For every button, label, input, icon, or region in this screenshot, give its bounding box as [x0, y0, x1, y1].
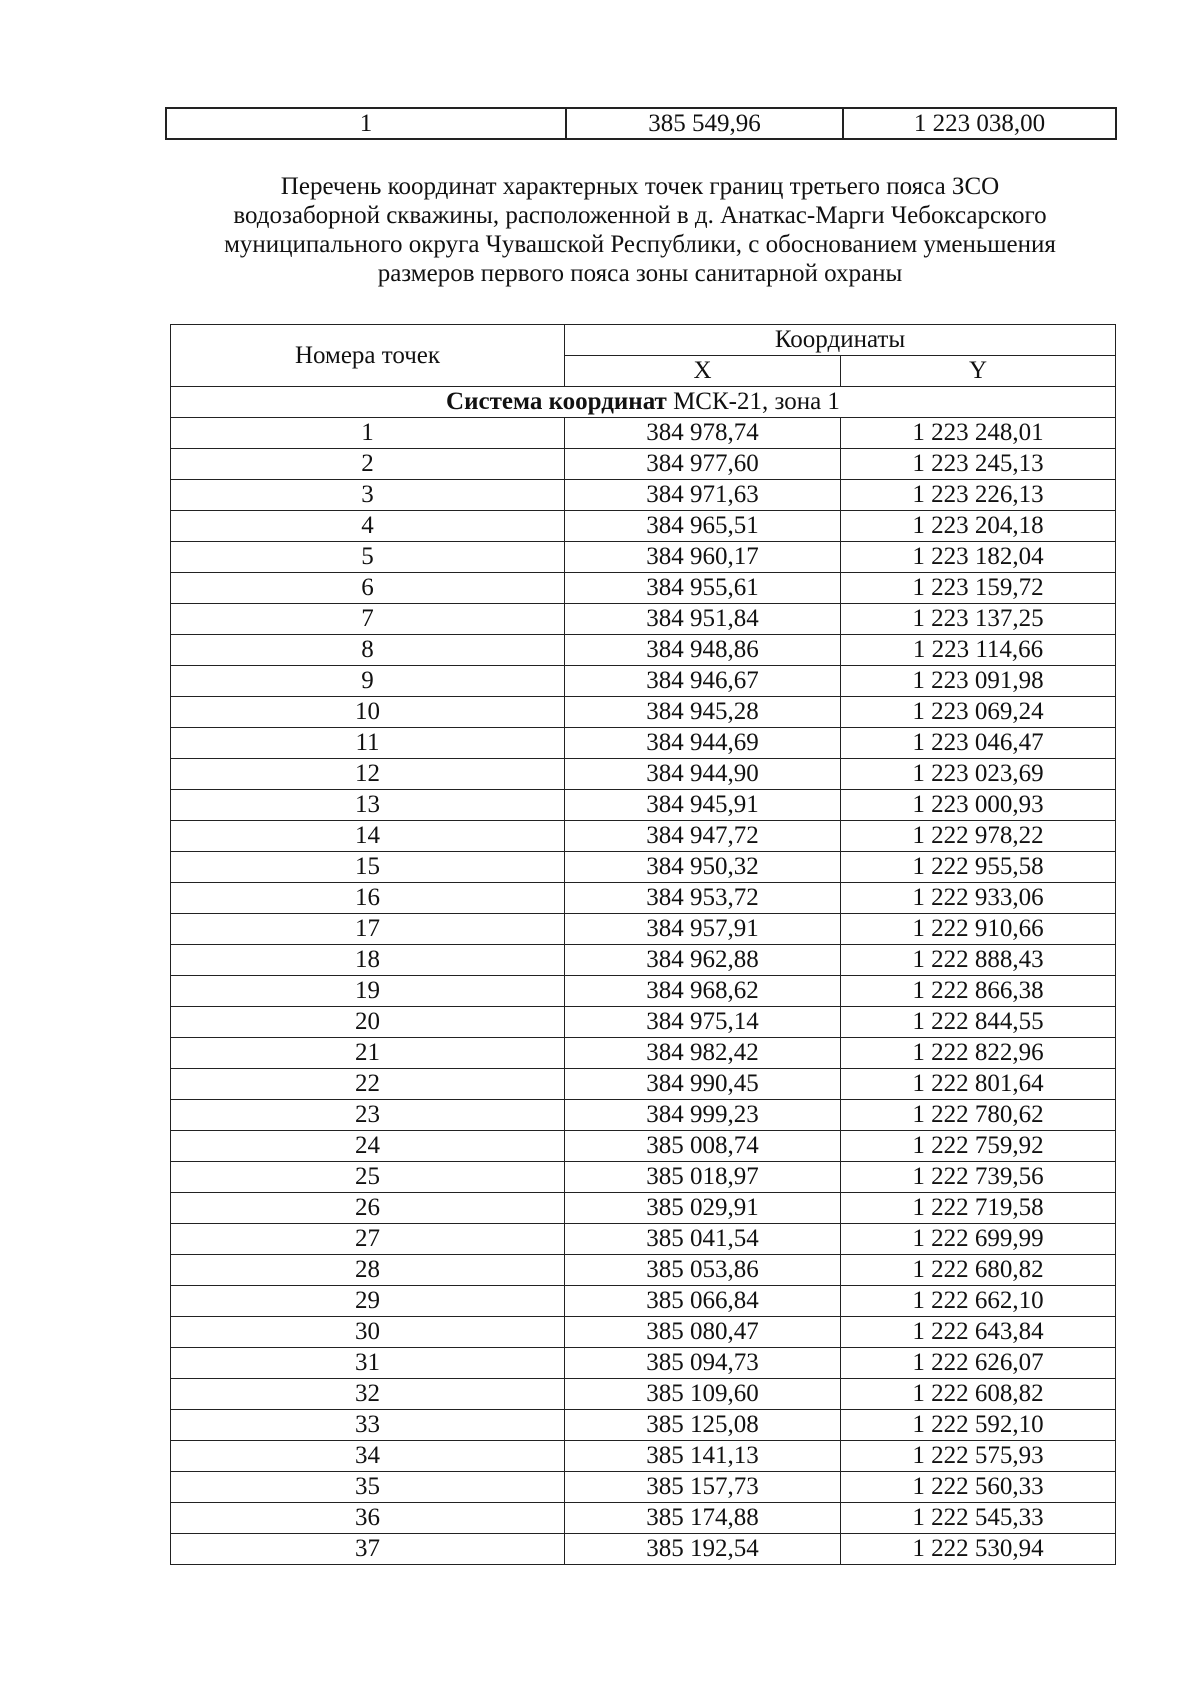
point-number-cell: 33: [171, 1410, 565, 1441]
x-coordinate-cell: 385 029,91: [565, 1193, 841, 1224]
x-coordinate-cell: 384 944,69: [565, 728, 841, 759]
y-coordinate-cell: 1 222 822,96: [841, 1038, 1116, 1069]
point-number-cell: 17: [171, 914, 565, 945]
x-coordinate-cell: 384 944,90: [565, 759, 841, 790]
heading-line: муниципального округа Чувашской Республики, с обоснованием уменьшения: [224, 231, 1056, 258]
point-number-cell: 1: [166, 108, 566, 139]
x-coordinate-cell: 384 977,60: [565, 449, 841, 480]
table-row: [171, 635, 1116, 666]
y-coordinate-cell: 1 222 978,22: [841, 821, 1116, 852]
y-coordinate-cell: 1 223 159,72: [841, 573, 1116, 604]
y-coordinate-cell: 1 222 592,10: [841, 1410, 1116, 1441]
x-coordinate-cell: 385 174,88: [565, 1503, 841, 1534]
point-number-cell: 20: [171, 1007, 565, 1038]
x-coordinate-cell: 385 041,54: [565, 1224, 841, 1255]
x-coordinate-cell: 384 953,72: [565, 883, 841, 914]
x-coordinate-cell: 385 141,13: [565, 1441, 841, 1472]
point-number-cell: 35: [171, 1472, 565, 1503]
table-row: [171, 1441, 1116, 1472]
x-coordinate-cell: 385 549,96: [566, 108, 843, 139]
table-row: [171, 821, 1116, 852]
point-number-cell: 5: [171, 542, 565, 573]
x-coordinate-cell: 384 946,67: [565, 666, 841, 697]
y-coordinate-cell: 1 223 091,98: [841, 666, 1116, 697]
table-row: [171, 1286, 1116, 1317]
table-row: [171, 1100, 1116, 1131]
table-row: [171, 1410, 1116, 1441]
coordinate-system-value: МСК-21, зона 1: [666, 388, 840, 415]
y-coordinate-cell: 1 222 626,07: [841, 1348, 1116, 1379]
x-coordinate-cell: 384 978,74: [565, 418, 841, 449]
table-row: [171, 1255, 1116, 1286]
heading-line: размеров первого пояса зоны санитарной охраны: [377, 260, 903, 287]
x-coordinate-cell: 384 975,14: [565, 1007, 841, 1038]
table-row: [171, 1131, 1116, 1162]
y-coordinate-cell: 1 222 699,99: [841, 1224, 1116, 1255]
table-row: [171, 1162, 1116, 1193]
table-row: [171, 852, 1116, 883]
column-header-x: X: [565, 356, 841, 387]
point-number-cell: 31: [171, 1348, 565, 1379]
table-row: [171, 1193, 1116, 1224]
table-row: [171, 604, 1116, 635]
coordinate-system-cell: [171, 387, 1116, 418]
x-coordinate-cell: 385 125,08: [565, 1410, 841, 1441]
x-coordinate-cell: 384 948,86: [565, 635, 841, 666]
table-row: [171, 449, 1116, 480]
table-row: [171, 1317, 1116, 1348]
table-row: [166, 108, 1116, 139]
point-number-cell: 6: [171, 573, 565, 604]
table-header-row: [171, 325, 1116, 356]
point-number-cell: 23: [171, 1100, 565, 1131]
document-heading: [150, 172, 1130, 288]
point-number-cell: 26: [171, 1193, 565, 1224]
point-number-cell: 21: [171, 1038, 565, 1069]
table-row: [171, 914, 1116, 945]
y-coordinate-cell: 1 222 759,92: [841, 1131, 1116, 1162]
x-coordinate-cell: 384 950,32: [565, 852, 841, 883]
table-row: [171, 883, 1116, 914]
y-coordinate-cell: 1 222 780,62: [841, 1100, 1116, 1131]
y-coordinate-cell: 1 222 575,93: [841, 1441, 1116, 1472]
point-number-cell: 32: [171, 1379, 565, 1410]
y-coordinate-cell: 1 223 248,01: [841, 418, 1116, 449]
point-number-cell: 14: [171, 821, 565, 852]
column-header-points: Номера точек: [171, 325, 565, 387]
table-row: [171, 1348, 1116, 1379]
table-row: [171, 945, 1116, 976]
y-coordinate-cell: 1 222 643,84: [841, 1317, 1116, 1348]
coordinate-system-label: Система координат: [446, 388, 667, 415]
table-row: [171, 511, 1116, 542]
point-number-cell: 19: [171, 976, 565, 1007]
x-coordinate-cell: 385 018,97: [565, 1162, 841, 1193]
point-number-cell: 37: [171, 1534, 565, 1565]
table-row: [171, 480, 1116, 511]
table-row: [171, 728, 1116, 759]
point-number-cell: 27: [171, 1224, 565, 1255]
table-row: [171, 666, 1116, 697]
y-coordinate-cell: 1 223 182,04: [841, 542, 1116, 573]
point-number-cell: 18: [171, 945, 565, 976]
point-number-cell: 11: [171, 728, 565, 759]
point-number-cell: 25: [171, 1162, 565, 1193]
point-number-cell: 7: [171, 604, 565, 635]
table-body: [171, 387, 1116, 1565]
table-row: [171, 790, 1116, 821]
y-coordinate-cell: 1 223 038,00: [843, 108, 1116, 139]
y-coordinate-cell: 1 223 204,18: [841, 511, 1116, 542]
x-coordinate-cell: 384 965,51: [565, 511, 841, 542]
point-number-cell: 15: [171, 852, 565, 883]
y-coordinate-cell: 1 223 046,47: [841, 728, 1116, 759]
point-number-cell: 2: [171, 449, 565, 480]
point-number-cell: 10: [171, 697, 565, 728]
point-number-cell: 28: [171, 1255, 565, 1286]
coordinate-system-row: [171, 387, 1116, 418]
table-row: [171, 697, 1116, 728]
table-row: [171, 1534, 1116, 1565]
y-coordinate-cell: 1 222 801,64: [841, 1069, 1116, 1100]
x-coordinate-cell: 385 192,54: [565, 1534, 841, 1565]
y-coordinate-cell: 1 222 888,43: [841, 945, 1116, 976]
x-coordinate-cell: 385 053,86: [565, 1255, 841, 1286]
x-coordinate-cell: 384 957,91: [565, 914, 841, 945]
table-row: [171, 1038, 1116, 1069]
table-row: [171, 1503, 1116, 1534]
y-coordinate-cell: 1 222 530,94: [841, 1534, 1116, 1565]
x-coordinate-cell: 385 080,47: [565, 1317, 841, 1348]
point-number-cell: 13: [171, 790, 565, 821]
x-coordinate-cell: 385 157,73: [565, 1472, 841, 1503]
y-coordinate-cell: 1 222 560,33: [841, 1472, 1116, 1503]
point-number-cell: 9: [171, 666, 565, 697]
point-number-cell: 8: [171, 635, 565, 666]
table-row: [171, 1007, 1116, 1038]
point-number-cell: 22: [171, 1069, 565, 1100]
y-coordinate-cell: 1 222 545,33: [841, 1503, 1116, 1534]
x-coordinate-cell: 384 968,62: [565, 976, 841, 1007]
y-coordinate-cell: 1 223 137,25: [841, 604, 1116, 635]
table-row: [171, 1379, 1116, 1410]
table-row: [171, 976, 1116, 1007]
point-number-cell: 12: [171, 759, 565, 790]
point-number-cell: 30: [171, 1317, 565, 1348]
point-number-cell: 3: [171, 480, 565, 511]
y-coordinate-cell: 1 222 933,06: [841, 883, 1116, 914]
x-coordinate-cell: 384 982,42: [565, 1038, 841, 1069]
y-coordinate-cell: 1 223 245,13: [841, 449, 1116, 480]
x-coordinate-cell: 385 066,84: [565, 1286, 841, 1317]
x-coordinate-cell: 385 008,74: [565, 1131, 841, 1162]
column-header-coordinates: Координаты: [565, 325, 1116, 356]
x-coordinate-cell: 384 971,63: [565, 480, 841, 511]
point-number-cell: 36: [171, 1503, 565, 1534]
table-row: [171, 1224, 1116, 1255]
x-coordinate-cell: 384 999,23: [565, 1100, 841, 1131]
point-number-cell: 34: [171, 1441, 565, 1472]
x-coordinate-cell: 385 109,60: [565, 1379, 841, 1410]
previous-table-tail: [165, 107, 1117, 140]
x-coordinate-cell: 384 960,17: [565, 542, 841, 573]
x-coordinate-cell: 384 947,72: [565, 821, 841, 852]
point-number-cell: 16: [171, 883, 565, 914]
y-coordinate-cell: 1 223 226,13: [841, 480, 1116, 511]
y-coordinate-cell: 1 222 866,38: [841, 976, 1116, 1007]
x-coordinate-cell: 385 094,73: [565, 1348, 841, 1379]
heading-line: Перечень координат характерных точек границ третьего пояса ЗСО: [280, 173, 1000, 200]
y-coordinate-cell: 1 222 680,82: [841, 1255, 1116, 1286]
table-row: [171, 1069, 1116, 1100]
y-coordinate-cell: 1 222 739,56: [841, 1162, 1116, 1193]
table-row: [171, 759, 1116, 790]
coordinates-table: [170, 324, 1116, 1565]
table-row: [171, 542, 1116, 573]
x-coordinate-cell: 384 945,91: [565, 790, 841, 821]
x-coordinate-cell: 384 945,28: [565, 697, 841, 728]
y-coordinate-cell: 1 222 910,66: [841, 914, 1116, 945]
y-coordinate-cell: 1 223 023,69: [841, 759, 1116, 790]
table-row: [171, 418, 1116, 449]
y-coordinate-cell: 1 223 069,24: [841, 697, 1116, 728]
point-number-cell: 29: [171, 1286, 565, 1317]
x-coordinate-cell: 384 955,61: [565, 573, 841, 604]
point-number-cell: 1: [171, 418, 565, 449]
table-row: [171, 573, 1116, 604]
x-coordinate-cell: 384 990,45: [565, 1069, 841, 1100]
heading-line: водозаборной скважины, расположенной в д. Анаткас-Марги Чебоксарского: [233, 202, 1047, 229]
y-coordinate-cell: 1 223 114,66: [841, 635, 1116, 666]
y-coordinate-cell: 1 222 844,55: [841, 1007, 1116, 1038]
y-coordinate-cell: 1 222 955,58: [841, 852, 1116, 883]
y-coordinate-cell: 1 222 608,82: [841, 1379, 1116, 1410]
column-header-y: Y: [841, 356, 1116, 387]
table-row: [171, 1472, 1116, 1503]
x-coordinate-cell: 384 951,84: [565, 604, 841, 635]
point-number-cell: 4: [171, 511, 565, 542]
y-coordinate-cell: 1 222 662,10: [841, 1286, 1116, 1317]
point-number-cell: 24: [171, 1131, 565, 1162]
x-coordinate-cell: 384 962,88: [565, 945, 841, 976]
y-coordinate-cell: 1 223 000,93: [841, 790, 1116, 821]
y-coordinate-cell: 1 222 719,58: [841, 1193, 1116, 1224]
